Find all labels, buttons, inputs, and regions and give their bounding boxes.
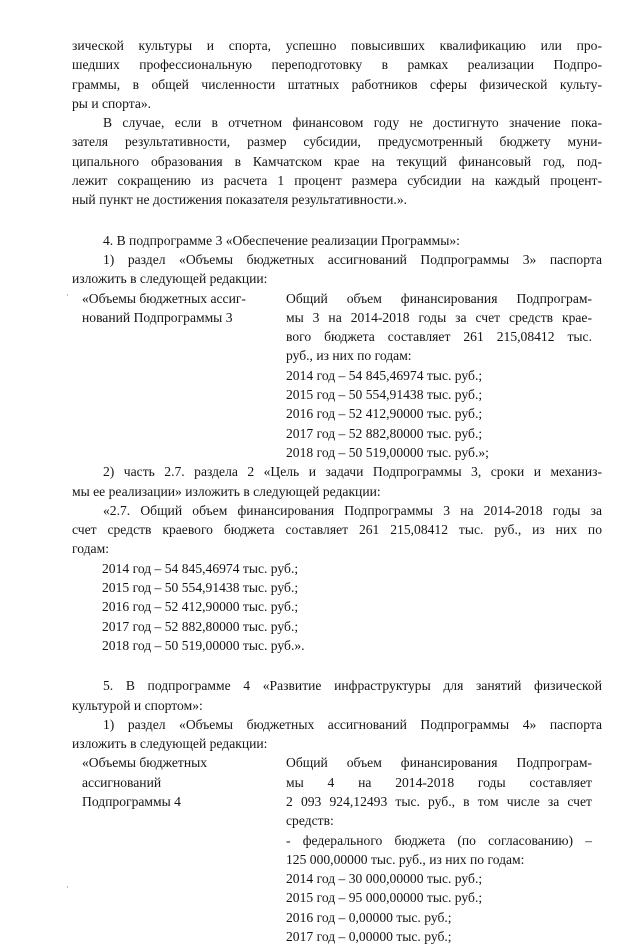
scan-dot: ·: [66, 882, 69, 892]
section-5: [72, 676, 602, 946]
value-line: - федерального бюджета (по согласованию) –: [286, 832, 592, 848]
year-line: 2016 год – 52 412,90000 тыс. руб.;: [102, 599, 299, 615]
passport-label: [72, 289, 286, 463]
value-line: руб., из них по годам:: [286, 348, 412, 364]
text-line: шедших профессиональную переподготовку в рамках реализации Подпро-: [72, 57, 602, 73]
passport-table-3: [72, 289, 602, 463]
text-line: 2) часть 2.7. раздела 2 «Цель и задачи Подпрограммы 3, сроки и механиз-: [103, 464, 602, 480]
section-heading: культурой и спортом»:: [72, 697, 203, 713]
text-line: зателя результативности, размер субсидии, предусмотренный бюджету муни-: [72, 134, 602, 150]
label-line: нований Подпрограммы 3: [82, 309, 233, 325]
year-line: 2018 год – 50 519,00000 тыс. руб.».: [102, 637, 305, 653]
year-line: 2017 год – 0,00000 тыс. руб.;: [286, 929, 452, 945]
text-line: счет средств краевого бюджета составляет 261 215,08412 тыс. руб., из них по: [72, 522, 602, 538]
year-line: 2014 год – 54 845,46974 тыс. руб.;: [102, 560, 299, 576]
text-line: изложить в следующей редакции:: [72, 271, 268, 287]
text-line: 1) раздел «Объемы бюджетных ассигнований Подпрограммы 4» паспорта: [103, 716, 602, 732]
year-line: 2015 год – 50 554,91438 тыс. руб.;: [102, 580, 299, 596]
text-line: мы ее реализации» изложить в следующей редакции:: [72, 483, 381, 499]
text-line: годам:: [72, 541, 109, 557]
value-line: мы 4 на 2014-2018 годы составляет: [286, 774, 592, 790]
text-line: граммы, в общей численности штатных работников сферы физической культу-: [72, 76, 602, 92]
year-line: 2015 год – 95 000,00000 тыс. руб.;: [286, 890, 483, 906]
year-line: 2015 год – 50 554,91438 тыс. руб.;: [286, 387, 483, 403]
text-line: лежит сокращению из расчета 1 процент размера субсидии на каждый процент-: [72, 173, 602, 189]
year-list: [72, 559, 602, 655]
section-4: [72, 231, 602, 656]
year-line: 2014 год – 30 000,00000 тыс. руб.;: [286, 871, 483, 887]
value-line: 2 093 924,12493 тыс. руб., в том числе за счет: [286, 793, 592, 809]
text-line: зической культуры и спорта, успешно повысивших квалификацию или про-: [72, 38, 602, 53]
year-line: 2016 год – 52 412,90000 тыс. руб.;: [286, 406, 483, 422]
label-line: «Объемы бюджетных ассиг-: [82, 290, 246, 306]
value-line: Общий объем финансирования Подпрограм-: [286, 290, 592, 306]
value-line: Общий объем финансирования Подпрограм-: [286, 755, 592, 771]
document-page: [72, 36, 602, 946]
text-line: «2.7. Общий объем финансирования Подпрограммы 3 на 2014-2018 годы за: [103, 502, 602, 518]
year-line: 2014 год – 54 845,46974 тыс. руб.;: [286, 367, 483, 383]
value-line: вого бюджета составляет 261 215,08412 тыс.: [286, 329, 592, 345]
year-line: 2017 год – 52 882,80000 тыс. руб.;: [286, 425, 483, 441]
text-line: ры и спорта».: [72, 95, 152, 111]
text-line: ный пункт не достижения показателя результативности.».: [72, 192, 408, 208]
text-line: изложить в следующей редакции:: [72, 736, 268, 752]
label-line: ассигнований: [82, 774, 162, 790]
passport-table-4: [72, 753, 602, 946]
paragraph-subsidy: [72, 113, 602, 209]
passport-label: [72, 753, 286, 946]
section-heading: 5. В подпрограмме 4 «Развитие инфраструктуры для занятий физической: [103, 678, 602, 694]
value-line: 125 000,00000 тыс. руб., из них по годам:: [286, 851, 525, 867]
value-line: средств:: [286, 813, 334, 829]
year-line: 2018 год – 50 519,00000 тыс. руб.»;: [286, 444, 489, 460]
year-line: 2016 год – 0,00000 тыс. руб.;: [286, 909, 452, 925]
label-line: «Объемы бюджетных: [82, 755, 208, 771]
text-line: ципального образования в Камчатском крае на текущий финансовый год, под-: [72, 153, 602, 169]
year-line: 2017 год – 52 882,80000 тыс. руб.;: [102, 618, 299, 634]
paragraph-intro: [72, 36, 602, 113]
text-line: В случае, если в отчетном финансовом году не достигнуто значение пока-: [103, 115, 602, 131]
text-line: 1) раздел «Объемы бюджетных ассигнований Подпрограммы 3» паспорта: [103, 251, 602, 267]
scan-dot: ·: [66, 290, 69, 300]
passport-value: [286, 289, 592, 463]
passport-value: [286, 753, 592, 946]
value-line: мы 3 на 2014-2018 годы за счет средств крае-: [286, 309, 592, 325]
label-line: Подпрограммы 4: [82, 793, 181, 809]
section-heading: 4. В подпрограмме 3 «Обеспечение реализации Программы»:: [103, 232, 460, 248]
